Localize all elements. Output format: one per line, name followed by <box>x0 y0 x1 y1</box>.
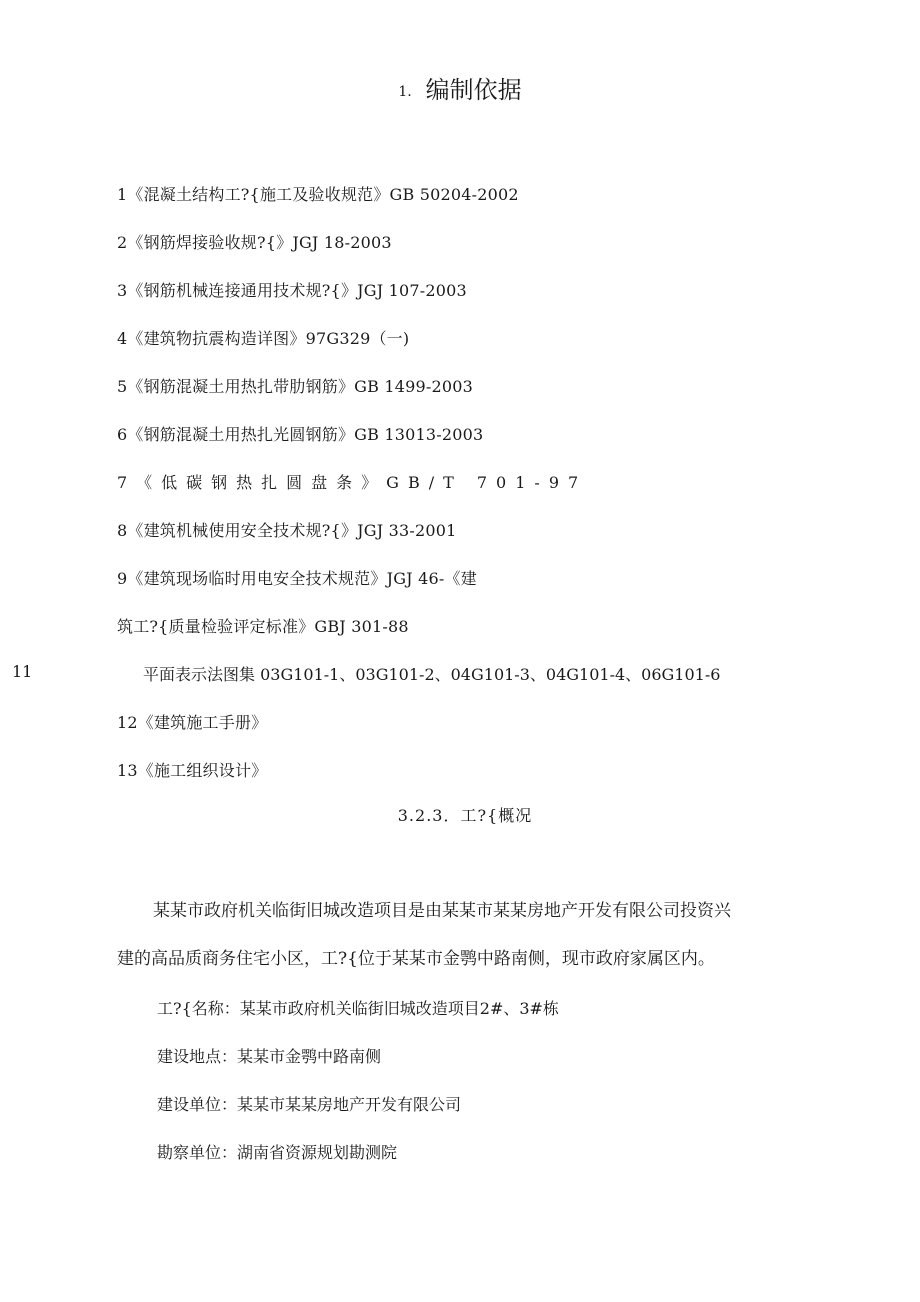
reference-item-4: 4《建筑物抗震构造详图》97G329（一) <box>117 329 410 348</box>
section-number: 1. <box>398 84 412 100</box>
reference-item-2: 2《钢筋焊接验收规?{》JGJ 18-2003 <box>117 233 392 252</box>
reference-item-10: 筑工?{质量检验评定标准》GBJ 301-88 <box>117 617 409 636</box>
subsection-heading: 3.2.3．工?{概况 <box>397 806 533 825</box>
reference-item-9: 9《建筑现场临时用电安全技术规范》JGJ 46-《建 <box>117 569 477 588</box>
reference-item-11-number: 11 <box>12 662 33 681</box>
overview-paragraph-line-1: 某某市政府机关临街旧城改造项目是由某某市某某房地产开发有限公司投资兴 <box>153 901 731 921</box>
reference-item-13: 13《施工组织设计》 <box>117 761 268 780</box>
reference-item-11-text: 平面表示法图集 03G101-1、03G101-2、04G101-3、04G101-4、06G101-6 <box>143 665 721 684</box>
reference-item-12: 12《建筑施工手册》 <box>117 713 268 732</box>
reference-item-7: 7《低碳钢热扎圆盘条》GB/T 701-97 <box>117 473 588 492</box>
reference-item-5: 5《钢筋混凝土用热扎带肋钢筋》GB 1499-2003 <box>117 377 474 396</box>
survey-unit-line: 勘察单位：湖南省资源规划勘测院 <box>157 1143 398 1162</box>
reference-item-1: 1《混凝土结构工?{施工及验收规范》GB 50204-2002 <box>117 185 519 204</box>
overview-paragraph-line-2: 建的高品质商务住宅小区，工?{位于某某市金鹗中路南侧，现市政府家属区内。 <box>117 949 715 969</box>
project-name-line: 工?{名称：某某市政府机关临街旧城改造项目2#、3#栋 <box>157 999 559 1018</box>
section-title <box>0 70 920 105</box>
construction-location-line: 建设地点：某某市金鹗中路南侧 <box>157 1047 382 1066</box>
reference-item-3: 3《钢筋机械连接通用技术规?{》JGJ 107-2003 <box>117 281 467 300</box>
reference-item-8: 8《建筑机械使用安全技术规?{》JGJ 33-2001 <box>117 521 457 540</box>
reference-item-6: 6《钢筋混凝土用热扎光圆钢筋》GB 13013-2003 <box>117 425 484 444</box>
section-title-text: 编制依据 <box>425 76 522 104</box>
construction-unit-line: 建设单位：某某市某某房地产开发有限公司 <box>157 1095 462 1114</box>
